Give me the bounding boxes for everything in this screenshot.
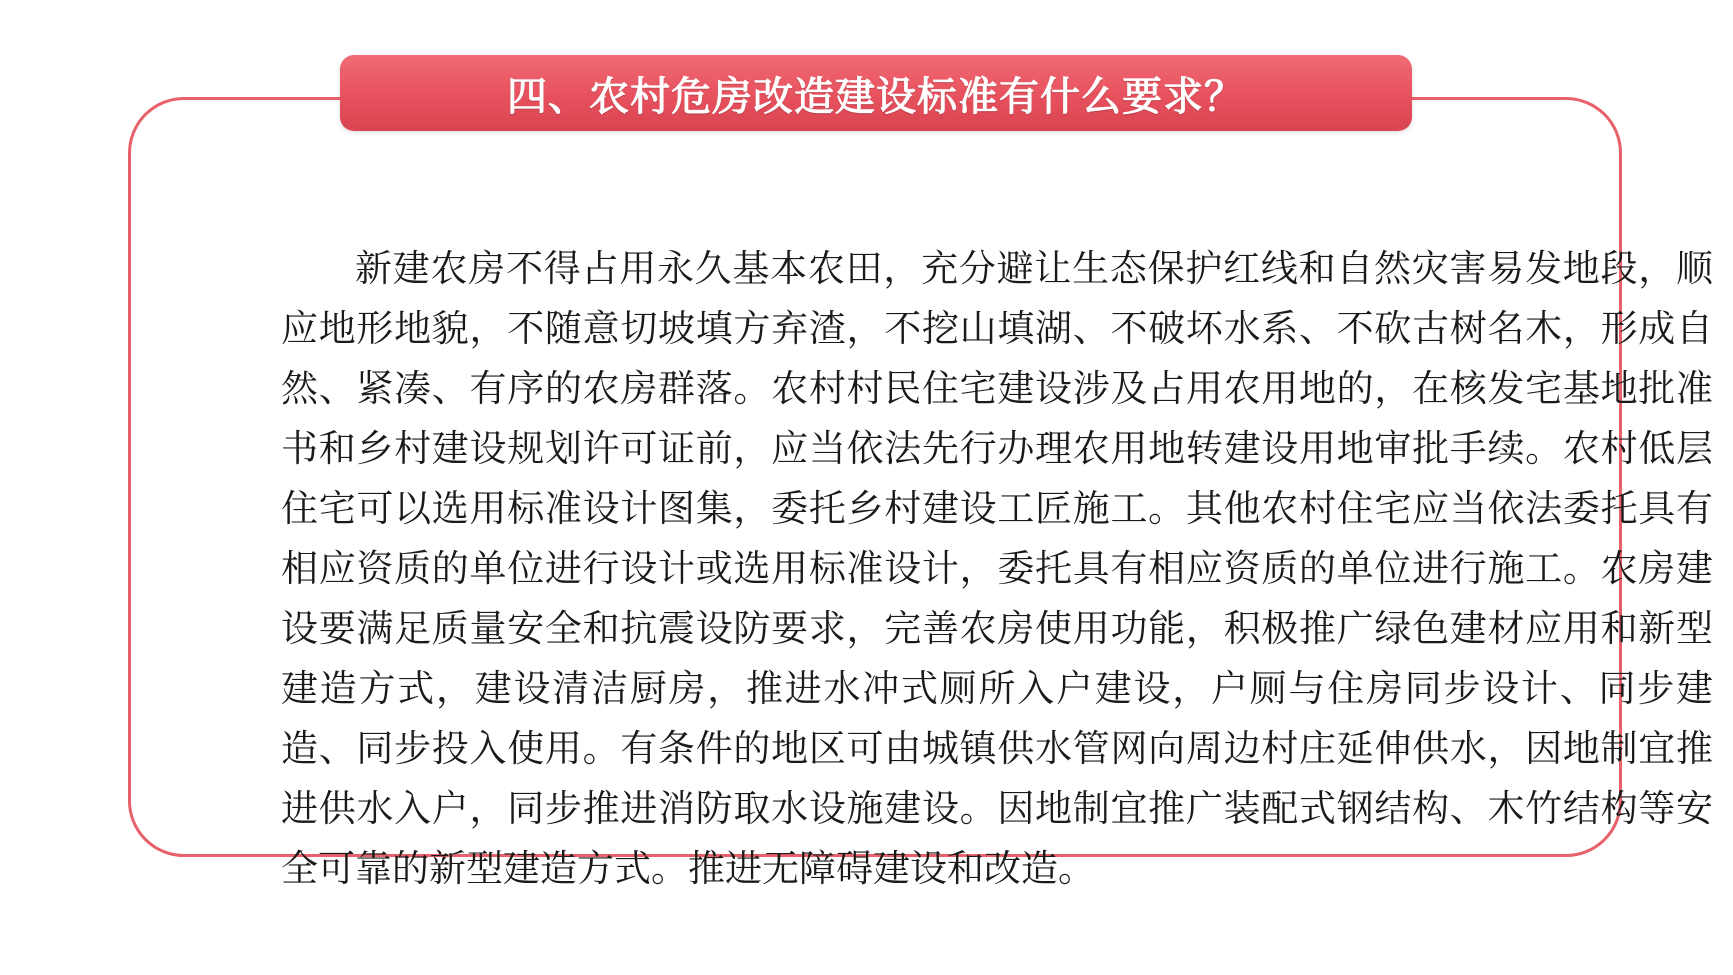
page-title: 四、农村危房改造建设标准有什么要求？ [507,73,1245,119]
title-banner [340,55,1412,131]
body-paragraph: 新建农房不得占用永久基本农田，充分避让生态保护红线和自然灾害易发地段，顺应地形地貌，不随意切坡填方弃渣，不挖山填湖、不破坏水系、不砍古树名木，形成自然、紧凑、有序的农房群落。农村村民住宅建设涉及占用农用地的，在核发宅基地批准书和乡村建设规划许可证前，应当依法先行办理农用地转建设用地审批手续。农村低层住宅可以选用标准设计图集，委托乡村建设工匠施工。其他农村住宅应当依法委托具有相应资质的单位进行设计或选用标准设计，委托具有相应资质的单位进行施工。农房建设要满足质量安全和抗震设防要求，完善农房使用功能，积极推广绿色建材应用和新型建造方式，建设清洁厨房，推进水冲式厕所入户建设，户厕与住房同步设计、同步建造、同步投入使用。有条件的地区可由城镇供水管网向周边村庄延伸供水，因地制宜推进供水入户，同步推进消防取水设施建设。因地制宜推广装配式钢结构、木竹结构等安全可靠的新型建造方式。推进无障碍建设和改造。 [281,249,1713,890]
content-card [128,97,1713,890]
